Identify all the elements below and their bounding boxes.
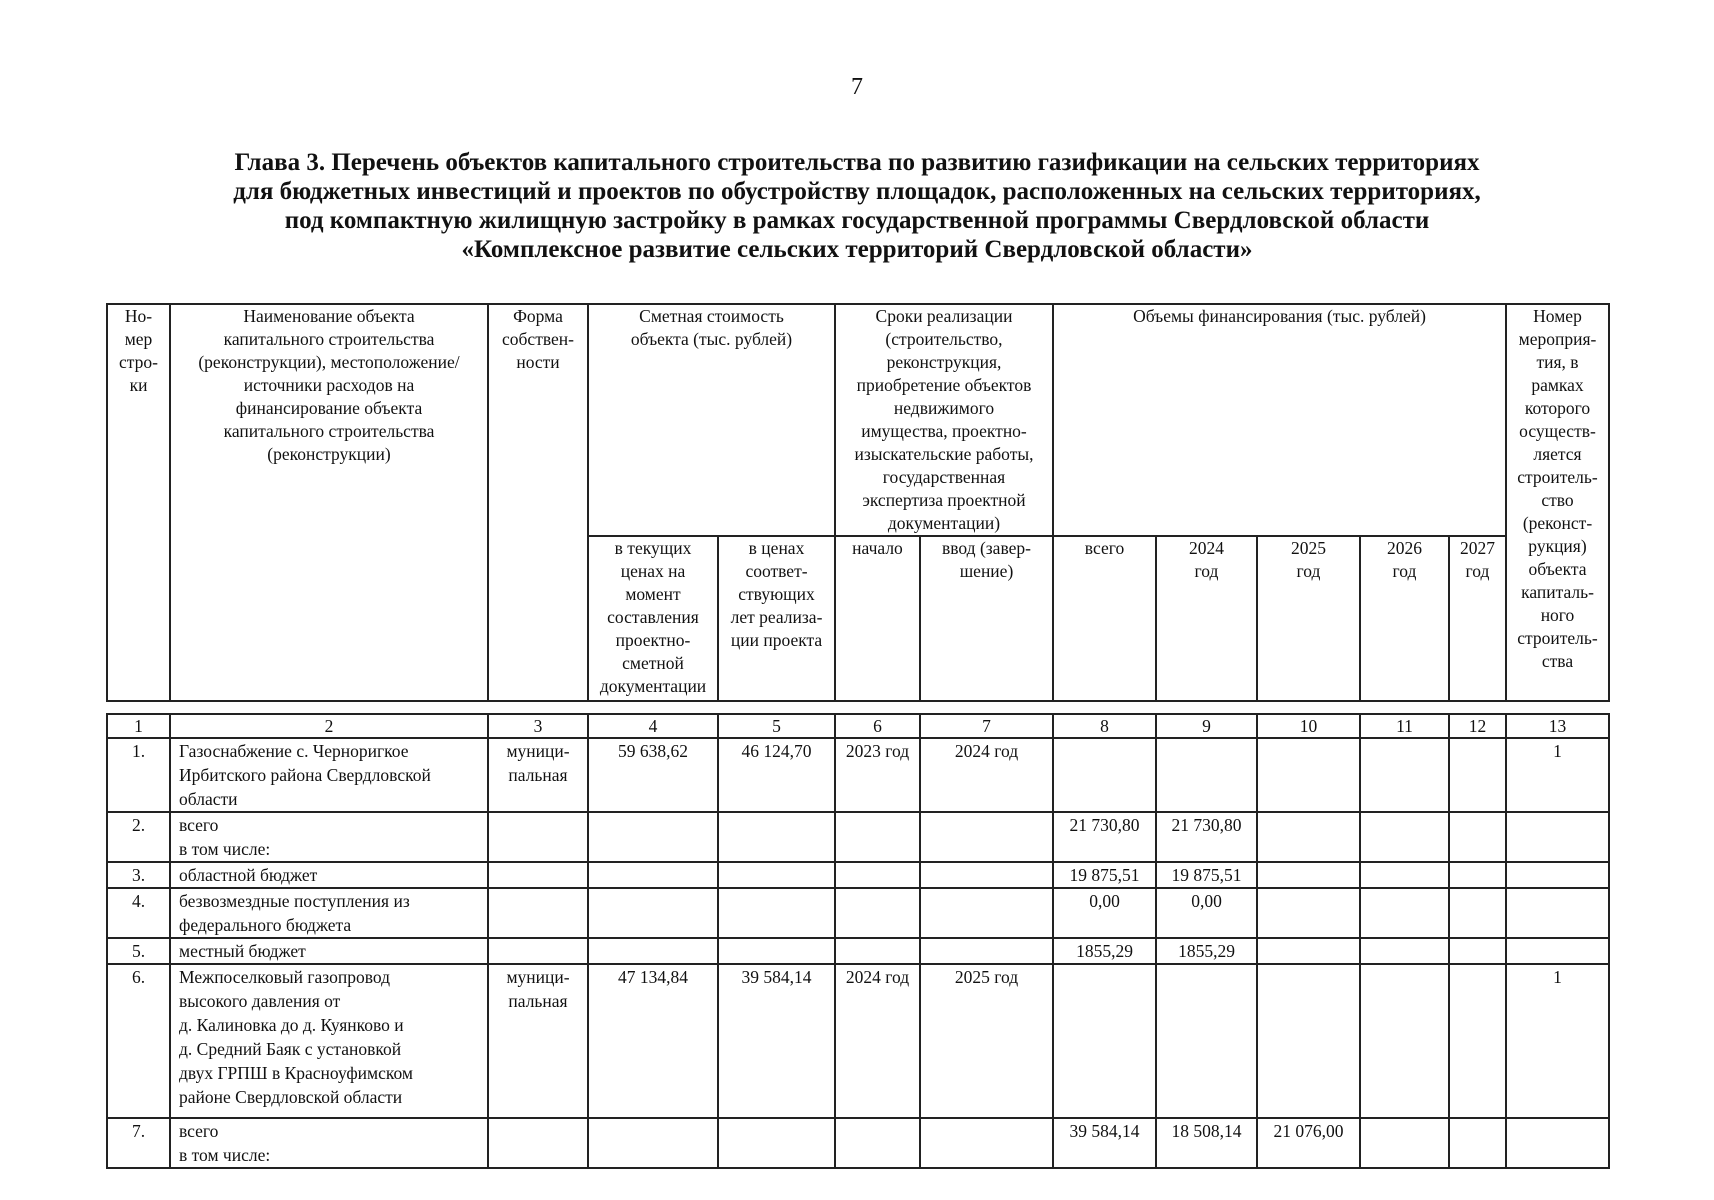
cell-2025 [1257, 888, 1360, 938]
cell-object-name: безвозмездные поступления из федерального бюджета [170, 888, 488, 938]
cell-2027 [1449, 862, 1506, 888]
cell-ownership [488, 938, 588, 964]
cell-measure-number [1506, 888, 1609, 938]
table-row [107, 888, 1609, 938]
header-year-2026: 2026 год [1360, 536, 1449, 701]
cell-commissioning: 2024 год [920, 738, 1053, 812]
cell-ownership [488, 1118, 588, 1168]
header-commissioning: ввод (завер- шение) [920, 536, 1053, 701]
cell-2027 [1449, 738, 1506, 812]
column-number: 12 [1449, 714, 1506, 738]
cell-total: 1855,29 [1053, 938, 1156, 964]
table-row [107, 1118, 1609, 1168]
column-number: 11 [1360, 714, 1449, 738]
header-estimated-cost: Сметная стоимость объекта (тыс. рублей) [588, 304, 835, 536]
column-number: 10 [1257, 714, 1360, 738]
cell-object-name: всего в том числе: [170, 812, 488, 862]
page-number: 7 [851, 74, 863, 100]
cell-measure-number [1506, 1118, 1609, 1168]
column-number: 6 [835, 714, 920, 738]
cell-current-cost: 47 134,84 [588, 964, 718, 1118]
cell-2025 [1257, 862, 1360, 888]
cell-total [1053, 738, 1156, 812]
cell-object-name: Газоснабжение с. Черноригкое Ирбитского района Свердловской области [170, 738, 488, 812]
cell-2024: 19 875,51 [1156, 862, 1257, 888]
cell-object-name: Межпоселковый газопровод высокого давления от д. Калиновка до д. Куянково и д. Средний Баяк с установкой двух ГРПШ в Красноуфимском районе Свердловской области [170, 964, 488, 1118]
cell-start [835, 862, 920, 888]
title-line: «Комплексное развитие сельских территорий Свердловской области» [461, 236, 1253, 263]
column-number: 7 [920, 714, 1053, 738]
table-row [107, 964, 1609, 1118]
cell-total: 21 730,80 [1053, 812, 1156, 862]
cell-measure-number [1506, 938, 1609, 964]
cell-row-number: 5. [107, 938, 170, 964]
cell-project-cost [718, 888, 835, 938]
cell-total: 19 875,51 [1053, 862, 1156, 888]
cell-current-cost [588, 888, 718, 938]
cell-2025 [1257, 964, 1360, 1118]
cell-2024 [1156, 964, 1257, 1118]
cell-2027 [1449, 812, 1506, 862]
cell-project-cost [718, 862, 835, 888]
cell-project-cost: 46 124,70 [718, 738, 835, 812]
cell-commissioning: 2025 год [920, 964, 1053, 1118]
cell-2026 [1360, 888, 1449, 938]
cell-commissioning [920, 938, 1053, 964]
cell-start [835, 888, 920, 938]
column-number: 1 [107, 714, 170, 738]
title-line: для бюджетных инвестиций и проектов по обустройству площадок, расположенных на сельских территориях, [233, 178, 1481, 205]
cell-2027 [1449, 1118, 1506, 1168]
title-line: под компактную жилищную застройку в рамках государственной программы Свердловской области [284, 207, 1430, 234]
cell-row-number: 6. [107, 964, 170, 1118]
cell-row-number: 1. [107, 738, 170, 812]
cell-2025 [1257, 812, 1360, 862]
header-implementation-terms: Сроки реализации (строительство, реконструкция, приобретение объектов недвижимого имущества, проектно- изыскательские работы, государственная экспертиза проектной документации) [835, 304, 1053, 536]
cell-measure-number [1506, 812, 1609, 862]
cell-commissioning [920, 888, 1053, 938]
cell-2027 [1449, 888, 1506, 938]
cell-2027 [1449, 964, 1506, 1118]
column-number: 13 [1506, 714, 1609, 738]
cell-current-cost: 59 638,62 [588, 738, 718, 812]
cell-ownership [488, 862, 588, 888]
table-row [107, 862, 1609, 888]
cell-object-name: областной бюджет [170, 862, 488, 888]
cell-2026 [1360, 862, 1449, 888]
header-financing-volumes: Объемы финансирования (тыс. рублей) [1053, 304, 1506, 536]
header-year-2024: 2024 год [1156, 536, 1257, 701]
header-year-2025: 2025 год [1257, 536, 1360, 701]
cell-2024: 0,00 [1156, 888, 1257, 938]
chapter-title [120, 148, 1594, 264]
cell-object-name: всего в том числе: [170, 1118, 488, 1168]
cell-ownership [488, 888, 588, 938]
cell-measure-number: 1 [1506, 964, 1609, 1118]
cell-current-cost [588, 938, 718, 964]
column-number: 4 [588, 714, 718, 738]
header-start: начало [835, 536, 920, 701]
cell-start: 2023 год [835, 738, 920, 812]
table-row [107, 812, 1609, 862]
cell-project-cost [718, 812, 835, 862]
cell-start [835, 812, 920, 862]
cell-row-number: 2. [107, 812, 170, 862]
cell-2025 [1257, 938, 1360, 964]
table-body [106, 713, 1610, 1169]
header-current-prices: в текущих ценах на момент составления проектно- сметной документации [588, 536, 718, 701]
cell-project-cost [718, 1118, 835, 1168]
cell-measure-number: 1 [1506, 738, 1609, 812]
table-row [107, 938, 1609, 964]
column-number: 2 [170, 714, 488, 738]
cell-current-cost [588, 1118, 718, 1168]
header-total: всего [1053, 536, 1156, 701]
cell-start [835, 1118, 920, 1168]
table-row [107, 738, 1609, 812]
cell-start: 2024 год [835, 964, 920, 1118]
cell-measure-number [1506, 862, 1609, 888]
table-header [106, 303, 1610, 702]
cell-total [1053, 964, 1156, 1118]
cell-commissioning [920, 862, 1053, 888]
column-number-row [107, 714, 1609, 738]
column-number: 9 [1156, 714, 1257, 738]
cell-2025 [1257, 738, 1360, 812]
header-project-prices: в ценах соответ- ствующих лет реализа- ции проекта [718, 536, 835, 701]
cell-2024: 1855,29 [1156, 938, 1257, 964]
cell-2026 [1360, 1118, 1449, 1168]
column-number: 8 [1053, 714, 1156, 738]
header-year-2027: 2027 год [1449, 536, 1506, 701]
cell-2027 [1449, 938, 1506, 964]
cell-2024 [1156, 738, 1257, 812]
cell-project-cost [718, 938, 835, 964]
cell-current-cost [588, 812, 718, 862]
cell-2024: 18 508,14 [1156, 1118, 1257, 1168]
cell-start [835, 938, 920, 964]
cell-2026 [1360, 812, 1449, 862]
cell-ownership [488, 812, 588, 862]
column-number: 5 [718, 714, 835, 738]
cell-ownership: муници- пальная [488, 738, 588, 812]
cell-object-name: местный бюджет [170, 938, 488, 964]
cell-row-number: 4. [107, 888, 170, 938]
cell-2025: 21 076,00 [1257, 1118, 1360, 1168]
cell-ownership: муници- пальная [488, 964, 588, 1118]
cell-2026 [1360, 738, 1449, 812]
cell-2024: 21 730,80 [1156, 812, 1257, 862]
cell-2026 [1360, 964, 1449, 1118]
header-ownership: Форма собствен- ности [488, 304, 588, 701]
cell-project-cost: 39 584,14 [718, 964, 835, 1118]
cell-2026 [1360, 938, 1449, 964]
cell-commissioning [920, 1118, 1053, 1168]
cell-total: 39 584,14 [1053, 1118, 1156, 1168]
header-object-name: Наименование объекта капитального строительства (реконструкции), местоположение/ источники расходов на финансирование объекта капитального строительства (реконструкции) [170, 304, 488, 701]
cell-row-number: 3. [107, 862, 170, 888]
header-row-number: Но- мер стро- ки [107, 304, 170, 701]
cell-row-number: 7. [107, 1118, 170, 1168]
header-measure-number: Номер мероприя- тия, в рамках которого осуществ- ляется строитель- ство (реконст- рукция) объекта капиталь- ного строитель- ства [1506, 304, 1609, 701]
column-number: 3 [488, 714, 588, 738]
title-line: Глава 3. Перечень объектов капитального строительства по развитию газификации на сельских территориях [234, 149, 1480, 176]
cell-commissioning [920, 812, 1053, 862]
cell-total: 0,00 [1053, 888, 1156, 938]
cell-current-cost [588, 862, 718, 888]
